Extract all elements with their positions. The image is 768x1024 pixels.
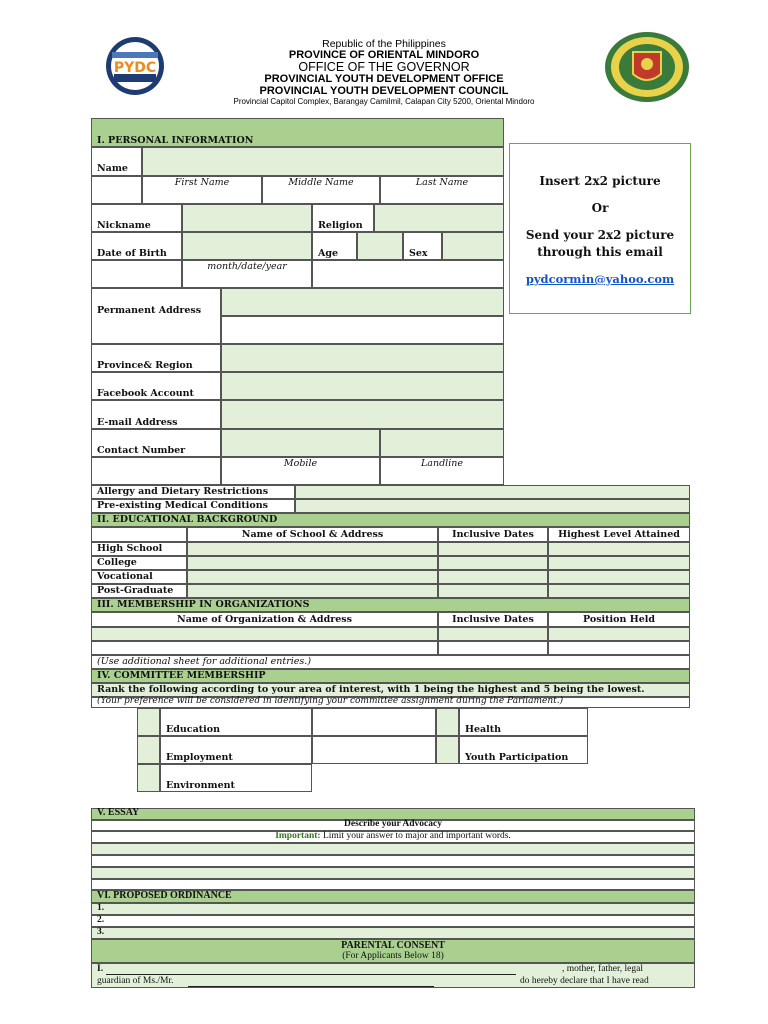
edu-vocational-level-input[interactable]	[548, 570, 690, 584]
rank-health-input[interactable]	[436, 708, 459, 736]
mem-note: (Use additional sheet for additional entries.)	[97, 656, 312, 667]
religion-label: Religion	[318, 220, 363, 231]
name-sub-empty	[91, 176, 142, 204]
committee-instruction-cell	[91, 683, 690, 697]
section-education-header	[91, 513, 690, 527]
landline-input[interactable]	[380, 429, 504, 457]
mem-col1-cell	[91, 612, 438, 627]
name-label: Name	[97, 163, 128, 174]
nickname-input[interactable]	[182, 204, 312, 232]
edu-row-postgrad: Post-Graduate	[97, 585, 174, 596]
table-row	[91, 556, 187, 570]
contact-label-cell	[91, 429, 221, 457]
ordinance-item-2-input[interactable]	[91, 915, 695, 927]
sex-input[interactable]	[442, 232, 504, 260]
seal-ring-bottom	[603, 30, 604, 31]
province-label-cell	[91, 344, 221, 372]
essay-prompt-cell	[91, 820, 695, 831]
header-province: PROVINCE OF ORIENTAL MINDORO	[288, 49, 480, 61]
pydc-logo	[100, 36, 170, 96]
consent-title: PARENTAL CONSENT	[341, 940, 445, 951]
first-name-label: First Name	[174, 177, 230, 188]
facebook-label-cell	[91, 372, 221, 400]
essay-line-1[interactable]	[91, 843, 695, 855]
mem-row2-position-input[interactable]	[548, 641, 690, 655]
committee-youth-cell	[459, 736, 588, 764]
address-label-cell	[91, 288, 221, 344]
edu-postgrad-school-input[interactable]	[187, 584, 438, 598]
consent-line1-end: , mother, father, legal	[562, 964, 644, 974]
edu-row-vocational: Vocational	[97, 571, 153, 582]
contact-sub-empty	[91, 457, 221, 485]
allergy-label-cell	[91, 485, 295, 499]
sex-label: Sex	[409, 248, 428, 259]
medical-label: Pre-existing Medical Conditions	[97, 500, 268, 511]
rank-employment-input[interactable]	[137, 736, 160, 764]
dob-hint-cell	[182, 260, 312, 288]
edu-col2-cell	[438, 527, 548, 542]
section-education-title: II. EDUCATIONAL BACKGROUND	[97, 514, 278, 525]
dob-input[interactable]	[182, 232, 312, 260]
edu-postgrad-dates-input[interactable]	[438, 584, 548, 598]
last-name-cell	[380, 176, 504, 204]
contact-label: Contact Number	[97, 445, 186, 456]
essay-prompt: Describe your Advocacy	[344, 819, 442, 829]
committee-health-cell	[459, 708, 588, 736]
dob-label: Date of Birth	[97, 248, 167, 259]
committee-education-cell	[160, 708, 312, 736]
official-seal	[603, 30, 691, 104]
medical-label-cell	[91, 499, 295, 513]
committee-environment-cell	[160, 764, 312, 792]
section-personal-header	[91, 118, 504, 147]
mem-col2-cell	[438, 612, 548, 627]
essay-important-label: Important:	[275, 831, 321, 841]
religion-label-cell	[312, 204, 374, 232]
table-row	[91, 584, 187, 598]
essay-line-2[interactable]	[91, 855, 695, 867]
committee-education: Education	[166, 724, 220, 735]
consent-line1-start: I.	[97, 964, 104, 974]
consent-line2-start: guardian of Ms./Mr.	[97, 976, 174, 986]
section-ordinance-title: VI. PROPOSED ORDINANCE	[97, 890, 232, 901]
consent-line2-end: do hereby declare that I have read	[520, 976, 649, 986]
email-input[interactable]	[221, 400, 504, 429]
mobile-label-cell	[221, 457, 380, 485]
section-membership-title: III. MEMBERSHIP IN ORGANIZATIONS	[97, 599, 310, 610]
mem-row1-position-input[interactable]	[548, 627, 690, 641]
consent-body	[91, 963, 695, 988]
nickname-label-cell	[91, 204, 182, 232]
mem-note-cell	[91, 655, 690, 669]
province-input[interactable]	[221, 344, 504, 372]
edu-col3-cell	[548, 527, 690, 542]
committee-instruction: Rank the following according to your area of interest, with 1 being the highest and 5 being the lowest.	[97, 684, 645, 695]
consent-parent-name-input[interactable]	[106, 974, 516, 975]
province-label: Province& Region	[97, 360, 193, 371]
header-republic: Republic of the Philippines	[322, 38, 446, 50]
pydc-logo-text: PYDC	[113, 60, 157, 76]
consent-subtitle: (For Applicants Below 18)	[342, 951, 444, 961]
photo-line2: Or	[591, 201, 609, 215]
landline-label: Landline	[421, 458, 463, 469]
section-essay-title: V. ESSAY	[97, 807, 140, 818]
edu-college-level-input[interactable]	[548, 556, 690, 570]
rank-youth-input[interactable]	[436, 736, 459, 764]
medical-input[interactable]	[295, 499, 690, 513]
middle-name-label: Middle Name	[288, 177, 354, 188]
edu-col1-cell	[187, 527, 438, 542]
last-name-label: Last Name	[415, 177, 469, 188]
edu-postgrad-level-input[interactable]	[548, 584, 690, 598]
age-input[interactable]	[357, 232, 403, 260]
edu-college-dates-input[interactable]	[438, 556, 548, 570]
age-label-cell	[312, 232, 357, 260]
allergy-label: Allergy and Dietary Restrictions	[97, 486, 269, 497]
header-pydo: PROVINCIAL YOUTH DEVELOPMENT OFFICE	[264, 73, 504, 85]
edu-vocational-school-input[interactable]	[187, 570, 438, 584]
committee-note-cell	[91, 697, 690, 708]
name-label-cell	[91, 147, 142, 176]
nickname-label: Nickname	[97, 220, 151, 231]
mem-row1-dates-input[interactable]	[438, 627, 548, 641]
facebook-input[interactable]	[221, 372, 504, 400]
committee-employment: Employment	[166, 752, 233, 763]
facebook-label: Facebook Account	[97, 388, 194, 399]
edu-col2-label: Inclusive Dates	[452, 529, 534, 540]
mem-row2-dates-input[interactable]	[438, 641, 548, 655]
landline-label-cell	[380, 457, 504, 485]
ordinance-item-1: 1.	[97, 903, 105, 913]
address-label: Permanent Address	[97, 305, 202, 316]
ordinance-item-3: 3.	[97, 927, 105, 937]
address-input-line2[interactable]	[221, 316, 504, 344]
mem-col3-label: Position Held	[582, 614, 655, 625]
sex-label-cell	[403, 232, 442, 260]
mem-col3-cell	[548, 612, 690, 627]
dob-hint-empty-right	[312, 260, 504, 288]
photo-line4: through this email	[537, 245, 663, 259]
committee-employment-cell	[160, 736, 312, 764]
address-input-line1[interactable]	[221, 288, 504, 316]
section-personal-title: I. PERSONAL INFORMATION	[97, 135, 254, 146]
ordinance-item-1-input[interactable]	[91, 903, 695, 915]
committee-environment: Environment	[166, 780, 235, 791]
header-address: Provincial Capitol Complex, Barangay Camilmil, Calapan City 5200, Oriental Mindoro	[233, 97, 535, 106]
edu-col1-label: Name of School & Address	[241, 529, 384, 540]
edu-row-highschool: High School	[97, 543, 163, 554]
rank-education-input[interactable]	[137, 708, 160, 736]
committee-gap-1	[312, 708, 436, 736]
dob-hint-empty	[91, 260, 182, 288]
edu-vocational-dates-input[interactable]	[438, 570, 548, 584]
middle-name-cell	[262, 176, 380, 204]
mobile-label: Mobile	[283, 458, 318, 469]
section-committee-header	[91, 669, 690, 683]
mem-col1-label: Name of Organization & Address	[177, 614, 352, 625]
section-ordinance-header	[91, 890, 695, 903]
edu-col3-label: Highest Level Attained	[558, 529, 680, 540]
edu-highschool-level-input[interactable]	[548, 542, 690, 556]
consent-applicant-name-input[interactable]	[188, 986, 434, 987]
table-row	[91, 542, 187, 556]
edu-highschool-dates-input[interactable]	[438, 542, 548, 556]
ordinance-item-3-input[interactable]	[91, 927, 695, 939]
essay-important-cell	[91, 831, 695, 843]
section-membership-header	[91, 598, 690, 612]
email-label-cell	[91, 400, 221, 429]
table-row	[91, 570, 187, 584]
mem-row2-org-input[interactable]	[91, 641, 438, 655]
email-label: E-mail Address	[97, 417, 178, 428]
dob-label-cell	[91, 232, 182, 260]
mem-row1-org-input[interactable]	[91, 627, 438, 641]
name-input[interactable]	[142, 147, 504, 176]
photo-box	[509, 143, 691, 314]
committee-gap-2	[312, 736, 436, 764]
section-consent-header	[91, 939, 695, 963]
rank-environment-input[interactable]	[137, 764, 160, 792]
edu-row-college: College	[97, 557, 137, 568]
header-pydc: PROVINCIAL YOUTH DEVELOPMENT COUNCIL	[259, 85, 509, 97]
section-committee-title: IV. COMMITTEE MEMBERSHIP	[97, 670, 266, 681]
essay-line-3[interactable]	[91, 867, 695, 879]
mem-col2-label: Inclusive Dates	[452, 614, 534, 625]
committee-note: (Your preference will be considered in identifying your committee assignment during the Parliament.)	[97, 696, 564, 706]
mobile-input[interactable]	[221, 429, 380, 457]
committee-youth: Youth Participation	[465, 752, 569, 763]
committee-health: Health	[465, 724, 502, 735]
photo-line1: Insert 2x2 picture	[539, 174, 661, 188]
allergy-input[interactable]	[295, 485, 690, 499]
photo-line3: Send your 2x2 picture	[525, 228, 675, 242]
edu-highschool-school-input[interactable]	[187, 542, 438, 556]
edu-college-school-input[interactable]	[187, 556, 438, 570]
age-label: Age	[318, 248, 339, 259]
religion-input[interactable]	[374, 204, 504, 232]
first-name-cell	[142, 176, 262, 204]
edu-head-empty	[91, 527, 187, 542]
essay-line-4[interactable]	[91, 879, 695, 890]
header-office: OFFICE OF THE GOVERNOR	[298, 60, 470, 74]
essay-important-text: Limit your answer to major and important words.	[320, 831, 511, 841]
ordinance-item-2: 2.	[97, 915, 105, 925]
dob-hint: month/date/year	[207, 261, 287, 272]
photo-email-link[interactable]: pydcormin@yahoo.com	[525, 272, 675, 286]
